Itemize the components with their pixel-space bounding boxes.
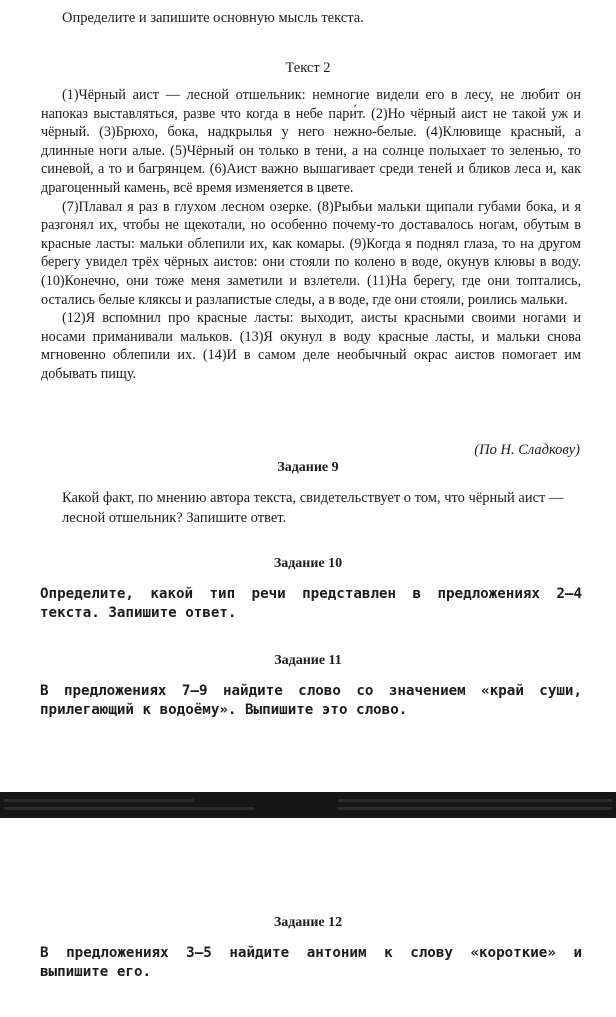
task-10-title: Задание 10 — [273, 556, 343, 571]
text-source: (По Н. Сладкову) — [474, 442, 580, 458]
task-11-question: В предложениях 7–9 найдите слово со значением «край суши, прилегающий к водоёму». Выпишите это слово. — [40, 683, 582, 718]
dark-scan-strip — [0, 792, 616, 818]
intro-instruction: Определите и запишите основную мысль текста. — [62, 10, 364, 26]
task-12-title: Задание 12 — [273, 915, 343, 930]
text-title: Текст 2 — [285, 60, 331, 76]
task-10-question: Определите, какой тип речи представлен в предложениях 2–4 текста. Запишите ответ. — [40, 586, 582, 621]
text-paragraph: (7)Плавал я раз в глухом лесном озерке. (8)Рыбьи мальки щипали губами бока, и я разгонял их, чтобы не щекотали, но особенно почему-то доставалось ногам, обутым в красные ласты: мальки облепили их, как комары. (9)Когда я поднял глаза, то на другом берегу увидел трёх чёрных аистов: они стояли по колено в воде, окунув клювы в воду. (10)Конечно, они тоже меня заметили и взлетели. (11)На берегу, где они топтались, остались белые кляксы и разлапистые следы, а в воде, где они стояли, роились мальки. — [41, 198, 581, 308]
text-paragraph: (1)Чёрный аист — лесной отшельник: немногие видели его в лесу, не любит он напоказ выставляться, разве что когда в небе пари́т. (2)Но чёрный аист не такой уж и чёрный. (3)Брюхо, бока, надкрылья у него нежно-белые. (4)Клювище красный, а длинные ноги алые. (5)Чёрный он только в тени, а на солнце полыхает то зеленью, то синевой, а то и багрянцем. (6)Аист важно вышагивает среди теней и бликов леса и, как драгоценный камень, всё время изменяется в цвете. — [41, 87, 581, 196]
text-body — [41, 86, 581, 384]
task-12-question: В предложениях 3–5 найдите антоним к слову «короткие» и выпишите его. — [40, 945, 582, 980]
task-9-title: Задание 9 — [277, 460, 339, 475]
task-11-title: Задание 11 — [274, 653, 342, 668]
task-9-question: Какой факт, по мнению автора текста, свидетельствует о том, что чёрный аист — лесной отшельник? Запишите ответ. — [62, 490, 564, 526]
text-paragraph: (12)Я вспомнил про красные ласты: выходит, аисты красными своими ногами и носами приманивали мальков. (13)Я окунул в воду красные ласты, и мальки снова мгновенно облепили их. (14)И в самом деле необычный окрас аистов помогает им добывать пищу. — [41, 310, 581, 382]
